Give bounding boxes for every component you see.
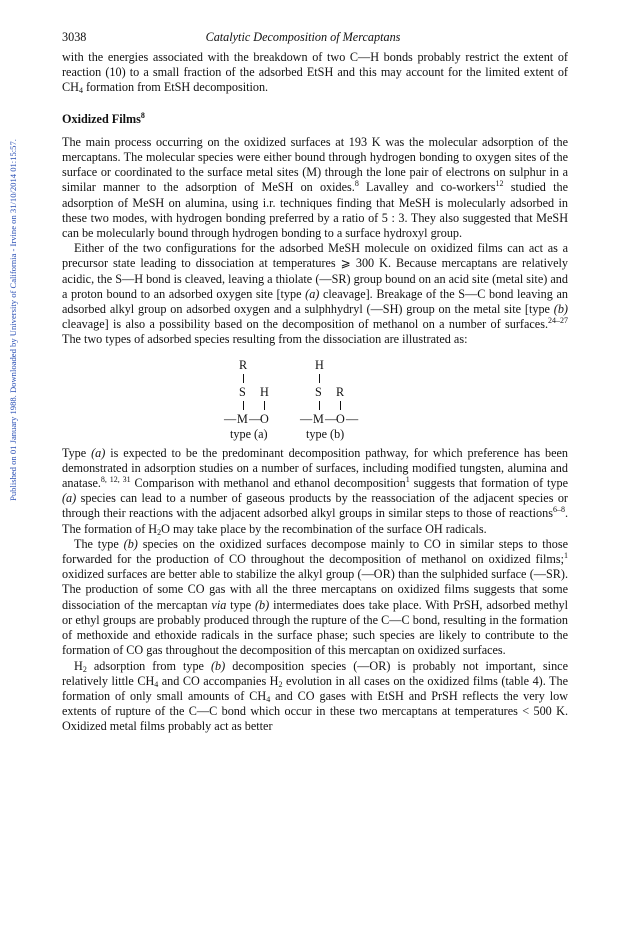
- italic-run: (b): [123, 536, 138, 551]
- subscript: 4: [154, 679, 159, 689]
- superscript: 8, 12, 31: [100, 475, 131, 485]
- text-run: and CO gases with EtSH and PrSH reflects the very low extents of rupture of the C—C bond which occur in these two mercaptans at temperatures < 500 K. Oxidized metal films probably act as better: [62, 688, 569, 734]
- atom-o: O: [336, 411, 345, 426]
- superscript: 24–27: [548, 316, 568, 326]
- text-run: O may take place by the recombination of the surface OH radicals.: [161, 521, 487, 536]
- text-run: cleavage] is also a possibility based on the decomposition of methanol on a number of surfaces.: [62, 317, 548, 332]
- paragraph-4: [62, 446, 568, 537]
- text-run: oxidized surfaces are better able to stabilize the alkyl group (—OR) than the sulphided surface (—SR). The production of some CO gas with all the three mercaptans on oxidized films suggests that some dissociation of the mercaptan: [62, 567, 568, 612]
- italic-run: (b): [255, 597, 270, 612]
- superscript: 12: [495, 179, 504, 189]
- bond-r-s: [243, 374, 244, 383]
- text-run: studied the adsorption of MeSH on alumina, using i.r. techniques finding that MeSH is molecularly adsorbed in these two modes, with hydrogen bonding preferred by a ratio of 5 : 3. They also suggested that MeSH can be molecularly bound through hydrogen bonding to a surface hydroxyl group.: [62, 180, 568, 241]
- download-watermark: [0, 40, 26, 600]
- superscript: 1: [564, 551, 568, 561]
- superscript: 8: [140, 110, 145, 120]
- subscript: 4: [78, 86, 83, 96]
- bond-m-o: —: [249, 411, 262, 426]
- paragraph-6: [62, 659, 568, 735]
- bond-s-m: [243, 401, 244, 410]
- superscript: 8: [354, 179, 359, 189]
- atom-h: H: [315, 357, 324, 372]
- paragraph-3: [62, 241, 568, 347]
- atom-s: S: [239, 384, 246, 399]
- bond-s-m: [319, 401, 320, 410]
- text-run: Type: [62, 445, 92, 460]
- text-run: decomposition species (—OR) is probably not important, since relatively little CH: [62, 658, 568, 688]
- subscript: 2: [157, 527, 162, 537]
- text-run: intermediates does take place. With PrSH, adsorbed methyl or ethyl groups are probably produced through the rupture of the C—C bond, resulting in the formation of methoxide and ethoxide radicals in the surface phase; such species are likely to contribute to the formation of CO gas throughout the decomposition of this mercaptan on oxidized surfaces.: [62, 597, 569, 658]
- bond-right: —: [346, 411, 359, 426]
- italic-run: (b): [553, 302, 568, 317]
- paragraph-2: [62, 135, 568, 241]
- text-run: Comparison with methanol and ethanol decomposition: [130, 476, 406, 491]
- paragraph-1: [62, 50, 568, 96]
- text-run: Either of the two configurations for the adsorbed MeSH molecule on oxidized films can act as a precursor state leading to dissociation at temperatures ⩾ 300 K. Because mercaptans are relatively acidic, the S—H bond is cleaved, leaving a thiolate (—SR) group bound on an acid site (metal site) and a proton bound to an adsorbed oxygen site [type: [62, 241, 568, 301]
- superscript: 6–8: [552, 505, 565, 515]
- italic-run: (b): [210, 658, 226, 673]
- text-run: evolution in all cases on the oxidized films (table 4). The formation of only small amounts of CH: [62, 673, 568, 703]
- text-run: adsorption from type: [86, 658, 211, 673]
- superscript: 1: [405, 475, 410, 485]
- adsorbed-species-diagram: [62, 358, 568, 440]
- atom-o: O: [260, 411, 269, 426]
- text-run: species can lead to a number of gaseous products by the reassociation of the adjacent species or through their reactions with the adjacent adsorbed alkyl groups in similar steps to those of reactions: [62, 491, 568, 521]
- bond-left: —: [224, 411, 237, 426]
- italic-run: (a): [62, 491, 77, 506]
- text-run: with the energies associated with the breakdown of two C—H bonds probably restrict the extent of reaction (10) to a small fraction of the adsorbed EtSH and this may account for the limited extent of CH: [62, 50, 568, 95]
- subscript: 4: [266, 694, 271, 704]
- bond-m-o: —: [325, 411, 338, 426]
- page-number: 3038: [62, 30, 87, 44]
- text-run: The type: [74, 536, 124, 551]
- text-run: H: [74, 658, 83, 673]
- text-run: suggests that formation of type: [409, 476, 568, 491]
- bond-h-o: [264, 401, 265, 410]
- section-heading: [62, 112, 568, 127]
- italic-run: via: [211, 597, 227, 612]
- text-run: species on the oxidized surfaces decompose mainly to CO in similar steps to those forwarded for the production of CO throughout the decomposition of methanol on oxidized films;: [62, 536, 569, 567]
- page-header: [62, 30, 568, 48]
- page-content: [62, 30, 568, 735]
- section-heading-text: Oxidized Films: [62, 111, 141, 126]
- subscript: 2: [278, 679, 283, 689]
- bond-left: —: [300, 411, 313, 426]
- bond-r-o: [340, 401, 341, 410]
- paragraph-5: [62, 537, 568, 659]
- atom-r: R: [239, 357, 248, 372]
- text-run: and CO accompanies H: [158, 673, 279, 688]
- italic-run: (a): [305, 286, 320, 301]
- text-run: Lavalley and co-workers: [358, 180, 496, 195]
- atom-r: R: [336, 384, 345, 399]
- download-watermark-text: Published on 01 January 1988. Downloaded by University of California - Irvine on 31/10/2014 01:15:57.: [8, 139, 19, 501]
- text-run: . The formation of H: [62, 506, 568, 536]
- text-run: cleavage]. Breakage of the S—C bond leaving an adsorbed alkyl group on adsorbed oxygen and a sulphhydryl (—SH) group on the metal site [type: [62, 286, 568, 317]
- atom-m: M: [313, 411, 324, 426]
- text-run: The two types of adsorbed species resulting from the dissociation are illustrated as:: [62, 332, 468, 347]
- running-title: Catalytic Decomposition of Mercaptans: [205, 30, 401, 44]
- subscript: 2: [82, 664, 87, 674]
- italic-run: (a): [91, 445, 106, 460]
- caption-type-b: type (b): [306, 426, 345, 441]
- text-run: type: [226, 597, 255, 612]
- text-run: The main process occurring on the oxidized surfaces at 193 K was the molecular adsorption of the mercaptans. The molecular species were either bound through hydrogen bonding to oxygen sites of the surface or coordinated to the surface metal sites (M) through the lone pair of electrons on sulphur in a similar manner to the adsorption of MeSH on oxides.: [62, 134, 568, 195]
- caption-type-a: type (a): [230, 426, 268, 441]
- atom-s: S: [315, 384, 322, 399]
- text-run: is expected to be the predominant decomposition pathway, for which preference has been demonstrated in adsorption studies on a number of surfaces, including modified tungsten, alumina and anatase.: [62, 445, 568, 491]
- atom-h: H: [260, 384, 269, 399]
- atom-m: M: [237, 411, 248, 426]
- bond-h-s: [319, 374, 320, 383]
- text-run: formation from EtSH decomposition.: [82, 80, 269, 95]
